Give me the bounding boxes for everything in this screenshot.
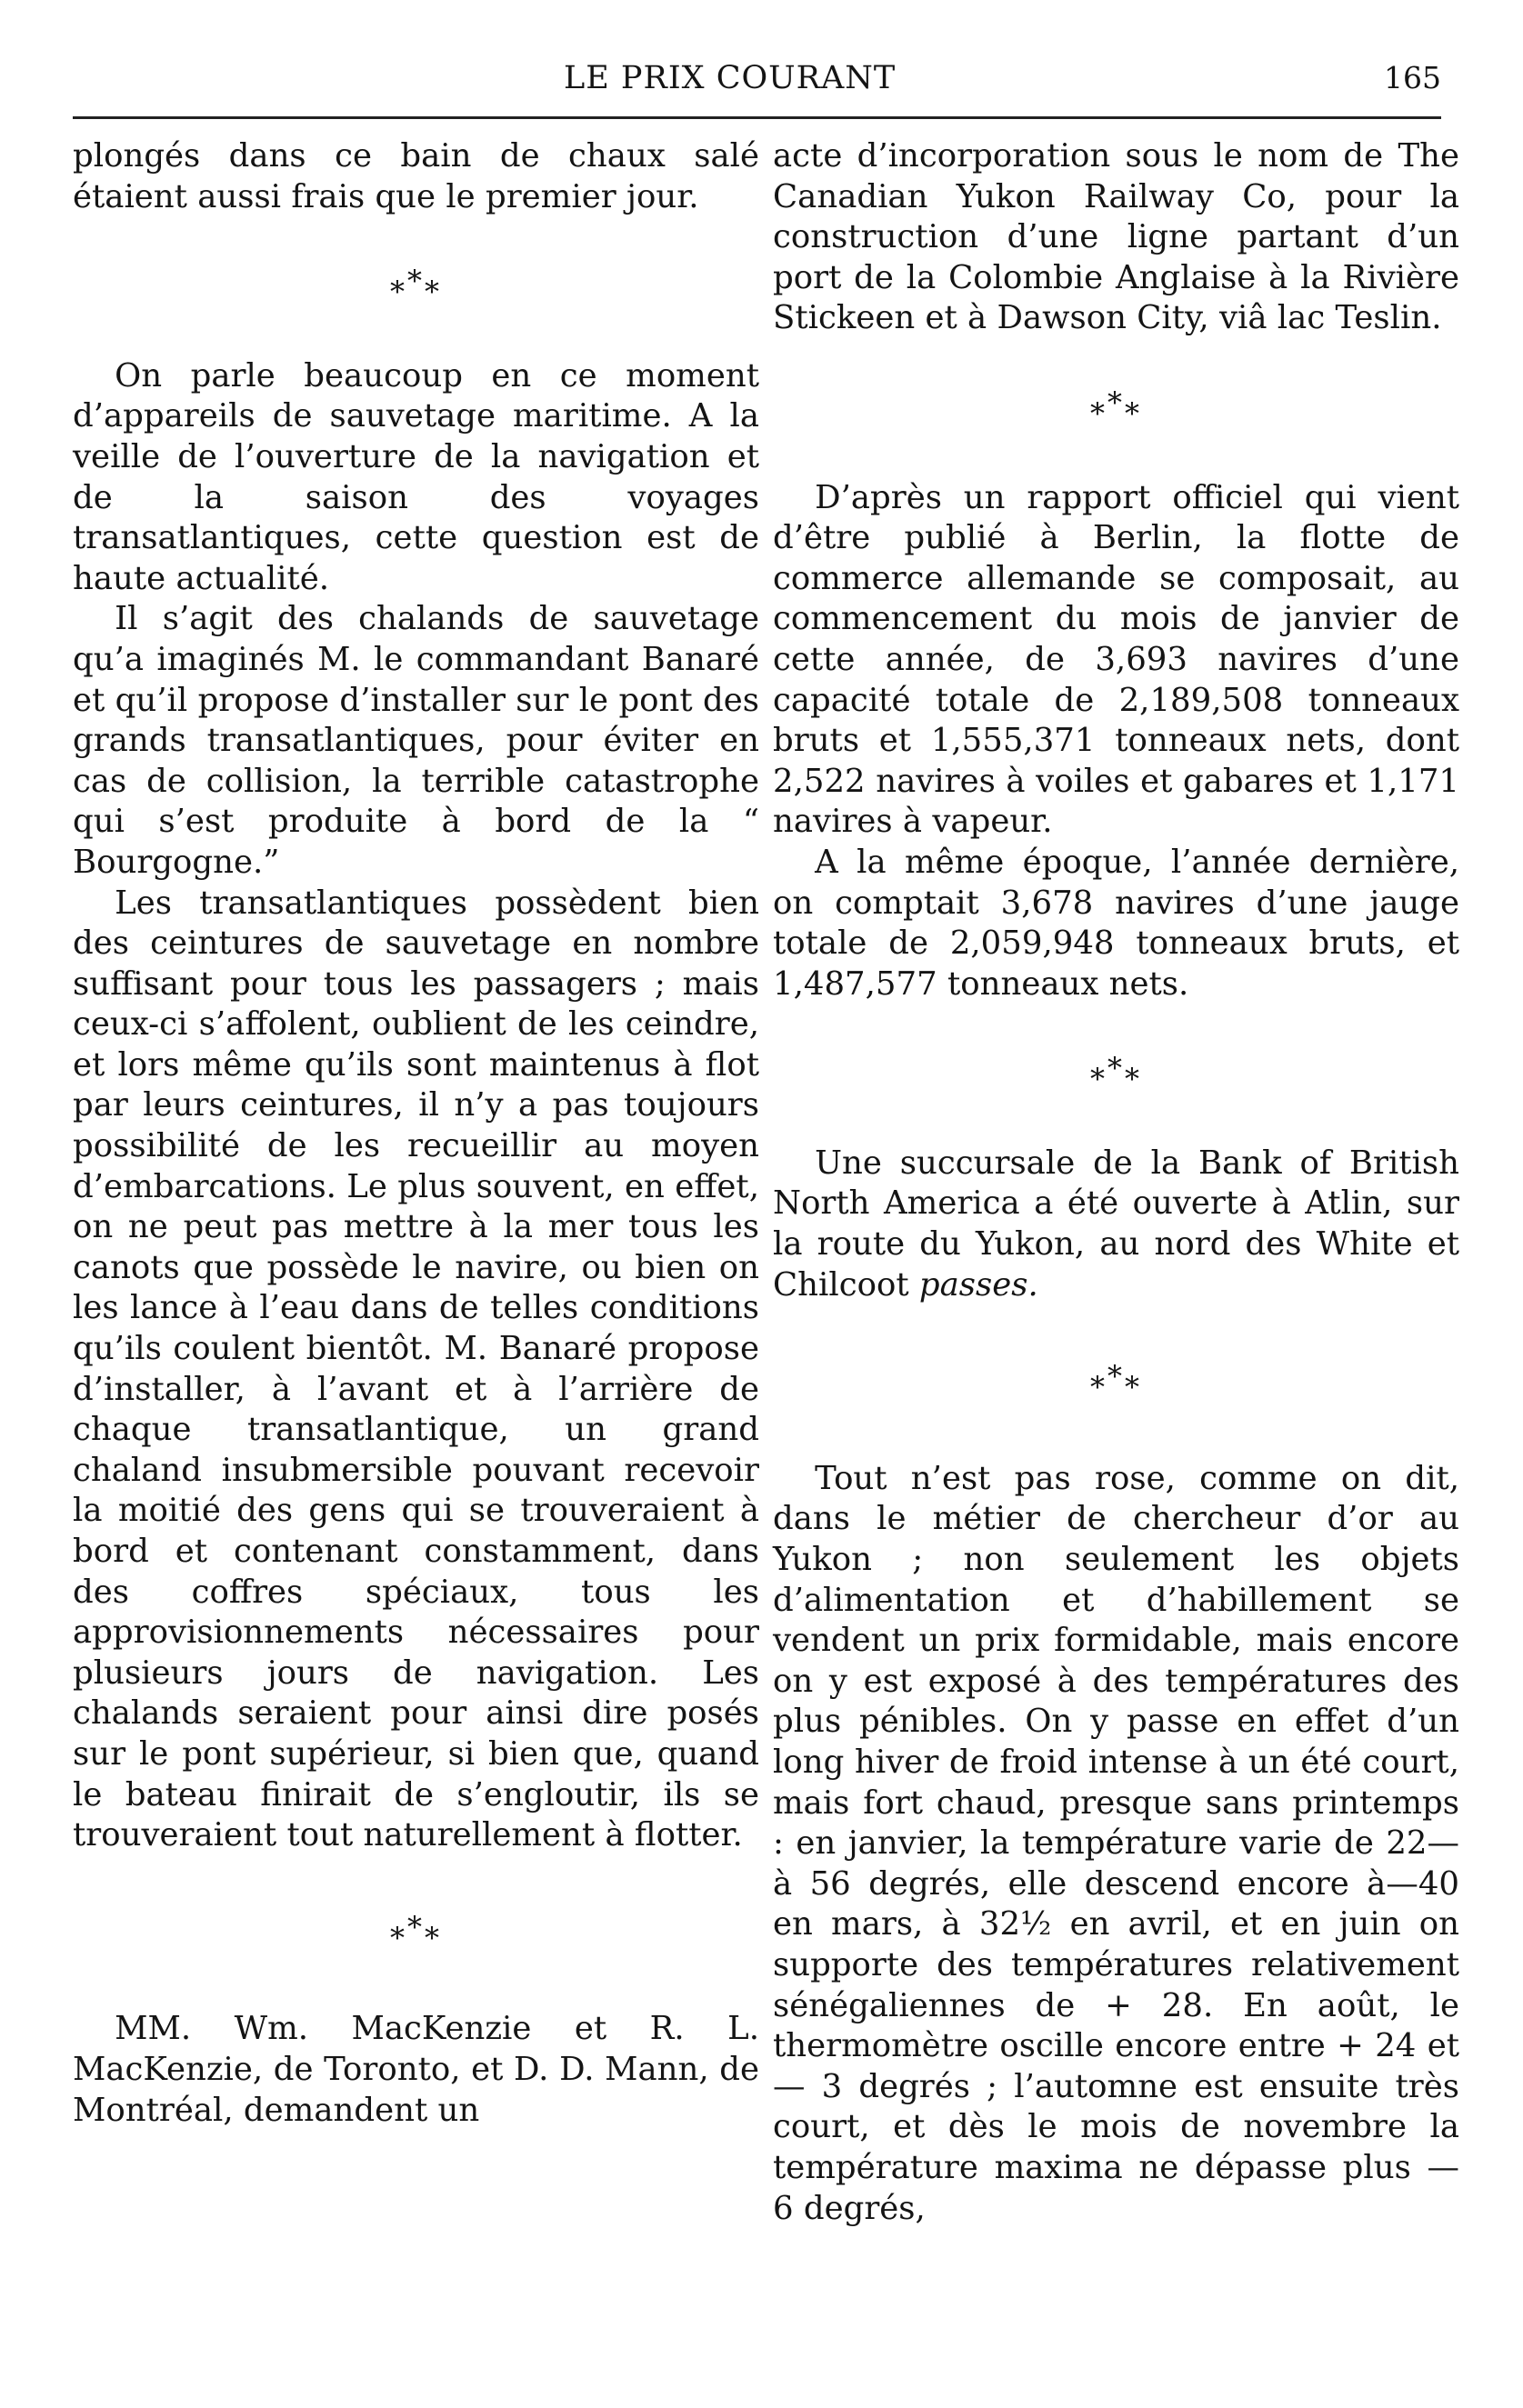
left-column (73, 136, 759, 2131)
asterism-glyph: *** (390, 264, 442, 310)
header-rule (73, 116, 1441, 119)
left-paragraph-4: Les transatlantiques possèdent bien des ceintures de sauvetage en nombre suffisant pour tous les passagers ; mais ceux-ci s’affolent, oublient de les ceindre, et lors même qu’ils sont maintenus à flot par leurs ceintures, il n’y a pas toujours possibilité de les recueillir au moyen d’embarcations. Le plus souvent, en effet, on ne peut pas mettre à la mer tous les canots que possède le navire, ou bien on les lance à l’eau dans de telles conditions qu’ils coulent bientôt. M. Banaré propose d’installer, à l’avant et à l’arrière de chaque transatlantique, un grand chaland insubmersible pouvant recevoir la moitié des gens qui se trouveraient à bord et contenant constamment, dans des coffres spéciaux, tous les approvisionnements nécessaires pour plusieurs jours de navigation. Les chalands seraient pour ainsi dire posés sur le pont supérieur, si bien que, quand le bateau finirait de s’engloutir, ils se trouveraient tout naturellement à flotter. (73, 884, 759, 1854)
asterism-glyph: *** (1090, 1051, 1142, 1097)
right-paragraph-4-italic: passes. (918, 1265, 1038, 1304)
asterism-glyph: *** (1090, 1359, 1142, 1405)
right-paragraph-5: Tout n’est pas rose, comme on dit, dans le métier de chercheur d’or au Yukon ; non seulement les objets d’alimentation et d’habillement se vendent un prix formidable, mais encore on y est exposé à des températures des plus pénibles. On y passe en effet d’un long hiver de froid intense à un été court, mais fort chaud, presque sans printemps : en janvier, la température varie de 22—à 56 degrés, elle descend encore à—40 en mars, à 32½ en avril, et en juin on supporte des températures relativement sénégaliennes de + 28. En août, le thermomètre oscille encore entre + 24 et — 3 degrés ; l’automne est ensuite très court, et dès le mois de novembre la température maxima ne dépasse plus — 6 degrés, (773, 1459, 1459, 2227)
right-paragraph-4-text: Une succursale de la Bank of British North America a été ouverte à Atlin, sur la route du Yukon, au nord des White et Chilcoot (773, 1144, 1459, 1304)
page-number: 165 (1384, 60, 1441, 95)
right-paragraph-2: D’après un rapport officiel qui vient d’être publié à Berlin, la flotte de commerce allemande se composait, au commencement du mois de janvier de cette année, de 3,693 navires d’une capacité totale de 2,189,508 tonneaux bruts et 1,555,371 tonneaux nets, dont 2,522 navires à voiles et gabares et 1,171 navires à vapeur. (773, 478, 1459, 841)
page-header (73, 55, 1441, 109)
left-paragraph-2: On parle beaucoup en ce moment d’appareils de sauvetage maritime. A la veille de l’ouverture de la navigation et de la saison des voyages transatlantiques, cette question est de haute actualité. (73, 356, 759, 597)
left-paragraph-3: Il s’agit des chalands de sauvetage qu’a imaginés M. le commandant Banaré et qu’il propose d’installer sur le pont des grands transatlantiques, pour éviter en cas de collision, la terrible catastrophe qui s’est produite à bord de la “ Bourgogne.” (73, 600, 759, 881)
asterism-glyph: *** (390, 1909, 442, 1955)
left-paragraph-1: plongés dans ce bain de chaux salé étaient aussi frais que le premier jour. (73, 137, 759, 215)
running-title: LE PRIX COURANT (564, 60, 897, 96)
asterism-divider (773, 1048, 1459, 1100)
right-paragraph-3: A la même époque, l’année dernière, on comptait 3,678 navires d’une jauge totale de 2,059,948 tonneaux bruts, et 1,487,577 tonneaux nets. (773, 843, 1459, 1003)
right-paragraph-1: acte d’incorporation sous le nom de The Canadian Yukon Railway Co, pour la construction d’une ligne partant d’un port de la Colombie Anglaise à la Rivière Stickeen et à Dawson City, viâ lac Teslin. (773, 137, 1459, 337)
asterism-divider (73, 261, 759, 313)
asterism-glyph: *** (1090, 385, 1142, 431)
asterism-divider (73, 1907, 759, 1959)
left-paragraph-5: MM. Wm. MacKenzie et R. L. MacKenzie, de Toronto, et D. D. Mann, de Montréal, demandent un (73, 2010, 759, 2129)
asterism-divider (773, 383, 1459, 435)
right-column (773, 136, 1459, 2229)
right-paragraph-4 (773, 1144, 1459, 1305)
asterism-divider (773, 1356, 1459, 1408)
